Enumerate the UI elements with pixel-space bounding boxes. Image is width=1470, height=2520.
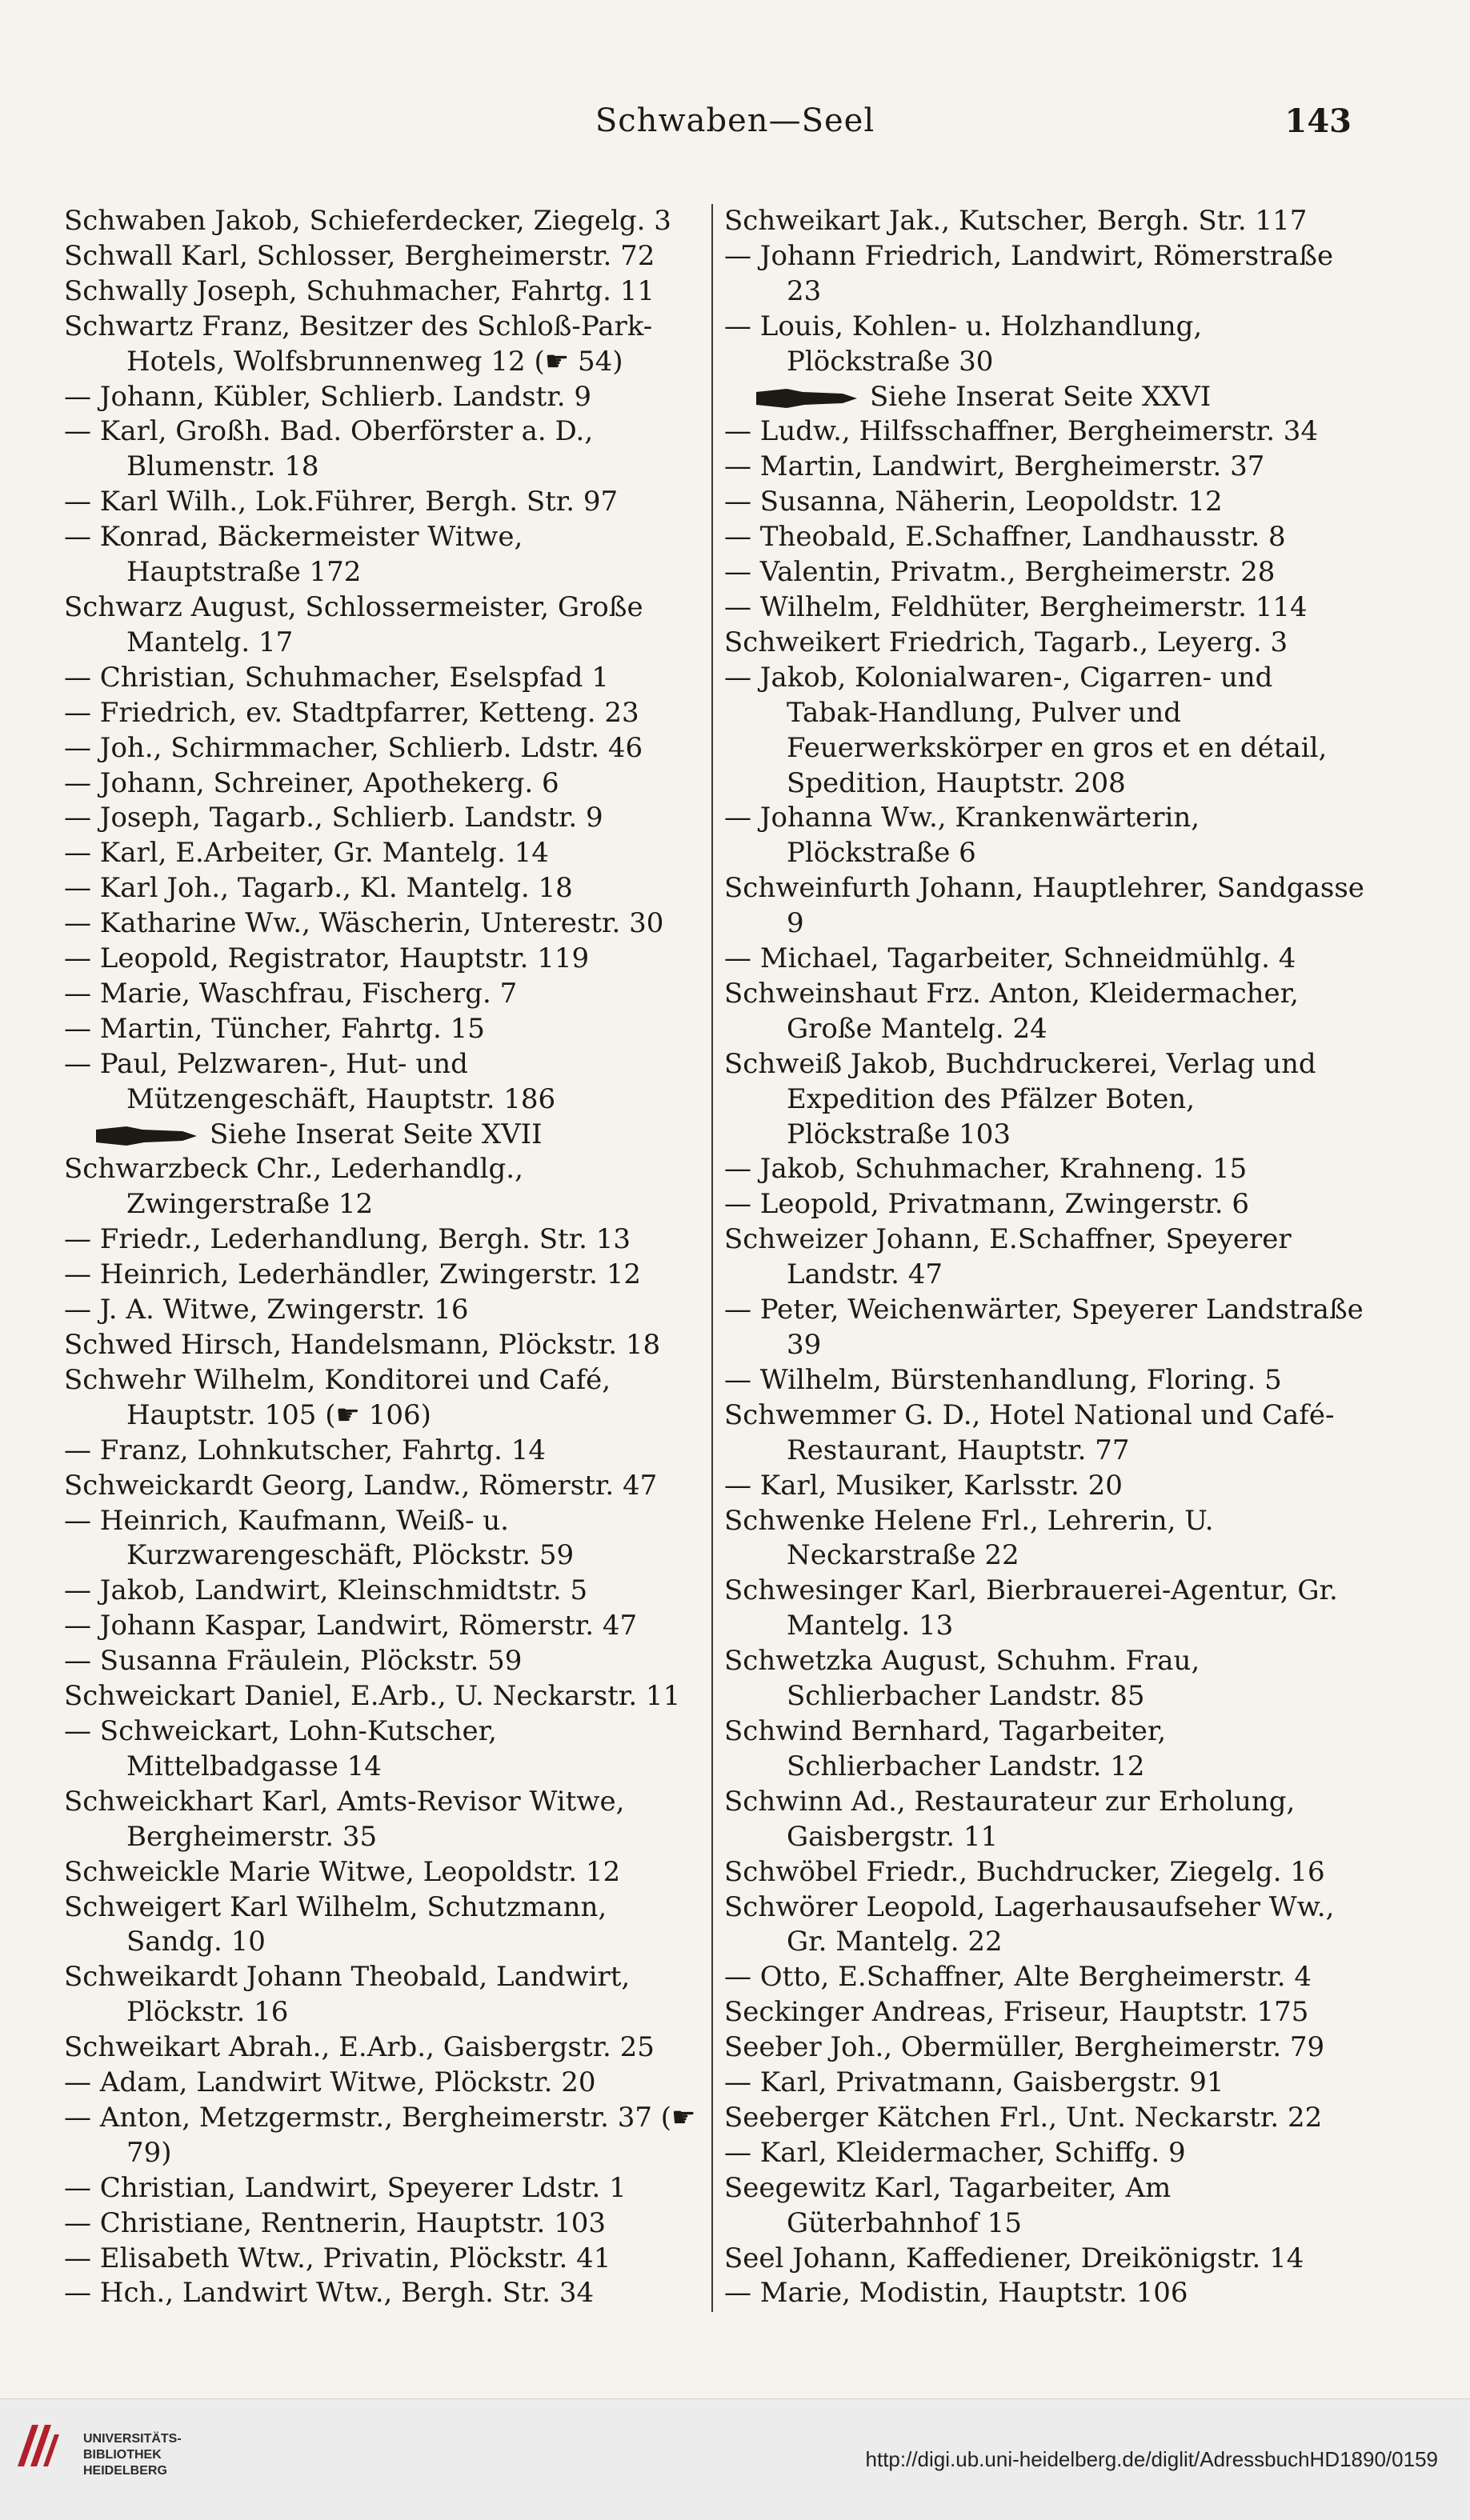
directory-entry: Schweinshaut Frz. Anton, Kleidermacher, Große Mantelg. 24 (724, 977, 1299, 1045)
directory-entry: — Karl Wilh., Lok.Führer, Bergh. Str. 97 (64, 486, 619, 518)
digitization-footer (0, 2398, 1470, 2520)
directory-entry: — Franz, Lohnkutscher, Fahrtg. 14 (64, 1434, 547, 1466)
directory-entry: — Johann Friedrich, Landwirt, Römerstraße 23 (724, 239, 1334, 307)
directory-entry: — J. A. Witwe, Zwingerstr. 16 (64, 1294, 469, 1326)
directory-entry: Schweigert Karl Wilhelm, Schutzmann, Sandg. 10 (64, 1890, 607, 1958)
directory-entry: Seeber Joh., Obermüller, Bergheimerstr. 79 (724, 2031, 1325, 2064)
library-name-line: UNIVERSITÄTS- (83, 2432, 182, 2446)
directory-entry: — Susanna, Näherin, Leopoldstr. 12 (724, 486, 1223, 518)
library-name (83, 2431, 291, 2479)
directory-entry: Schwörer Leopold, Lagerhausaufseher Ww., Gr. Mantelg. 22 (724, 1890, 1335, 1958)
directory-entry: — Katharine Ww., Wäscherin, Unterestr. 30 (64, 907, 664, 940)
directory-entry: Schwöbel Friedr., Buchdrucker, Ziegelg. 16 (724, 1855, 1325, 1888)
directory-entry: — Anton, Metzgermstr., Bergheimerstr. 37 (☛ 79) (64, 2101, 696, 2169)
directory-entry: Schweickhart Karl, Amts-Revisor Witwe, Bergheimerstr. 35 (64, 1785, 625, 1853)
directory-entry: — Marie, Modistin, Hauptstr. 106 (724, 2277, 1188, 2310)
directory-entry: — Susanna Fräulein, Plöckstr. 59 (64, 1645, 523, 1678)
directory-entry: — Theobald, E.Schaffner, Landhausstr. 8 (724, 521, 1286, 554)
column-divider (711, 204, 713, 2312)
directory-entry: Schweikardt Johann Theobald, Landwirt, Plöckstr. 16 (64, 1961, 631, 2029)
source-url[interactable]: http://digi.ub.uni-heidelberg.de/diglit/AdressbuchHD1890/0159 (865, 2447, 1438, 2471)
directory-entry: Schweickardt Georg, Landw., Römerstr. 47 (64, 1469, 658, 1502)
directory-entry: Schwetzka August, Schuhm. Frau, Schlierbacher Landstr. 85 (724, 1645, 1200, 1713)
directory-entry: — Johann, Kübler, Schlierb. Landstr. 9 (64, 380, 592, 413)
directory-entry: — Peter, Weichenwärter, Speyerer Landstraße 39 (724, 1294, 1364, 1361)
directory-entry: Schwinn Ad., Restaurateur zur Erholung, Gaisbergstr. 11 (724, 1785, 1296, 1853)
directory-entry: — Johanna Ww., Krankenwärterin, Plöckstraße 6 (724, 802, 1200, 870)
directory-entry: Schweickle Marie Witwe, Leopoldstr. 12 (64, 1855, 621, 1888)
running-head (0, 96, 1470, 160)
directory-entry: — Paul, Pelzwaren-, Hut- und Mützengeschäft, Hauptstr. 186 (64, 1047, 556, 1115)
directory-entry: — Leopold, Registrator, Hauptstr. 119 (64, 942, 590, 975)
directory-entry: Schwartz Franz, Besitzer des Schloß-Park-Hotels, Wolfsbrunnenweg 12 (☛ 54) (64, 310, 653, 378)
directory-entry: Schweizer Johann, E.Schaffner, Speyerer Landstr. 47 (724, 1223, 1292, 1291)
directory-entry: — Joh., Schirmmacher, Schlierb. Ldstr. 46 (64, 731, 643, 764)
directory-entry: — Johann, Schreiner, Apothekerg. 6 (64, 766, 559, 799)
directory-entry: Schwed Hirsch, Handelsmann, Plöckstr. 18 (64, 1329, 661, 1361)
directory-entry: Schwesinger Karl, Bierbrauerei-Agentur, Gr. Mantelg. 13 (724, 1574, 1338, 1642)
directory-entry: — Christian, Schuhmacher, Eselspfad 1 (64, 661, 609, 694)
directory-entry: Schwenke Helene Frl., Lehrerin, U. Neckarstraße 22 (724, 1504, 1214, 1572)
directory-entry: Schwemmer G. D., Hotel National und Café-Restaurant, Hauptstr. 77 (724, 1398, 1335, 1466)
directory-entry: — Martin, Landwirt, Bergheimerstr. 37 (724, 450, 1265, 483)
directory-entry: Schwarzbeck Chr., Lederhandlg., Zwingerstraße 12 (64, 1153, 523, 1221)
directory-entry: — Jakob, Landwirt, Kleinschmidtstr. 5 (64, 1574, 588, 1607)
directory-entry: — Marie, Waschfrau, Fischerg. 7 (64, 977, 518, 1010)
directory-entry: — Heinrich, Lederhändler, Zwingerstr. 12 (64, 1258, 641, 1291)
directory-entry: Schwehr Wilhelm, Konditorei und Café, Hauptstr. 105 (☛ 106) (64, 1363, 611, 1431)
directory-entry: Schwind Bernhard, Tagarbeiter, Schlierbacher Landstr. 12 (724, 1714, 1167, 1782)
directory-entry: Seel Johann, Kaffediener, Dreikönigstr. 14 (724, 2242, 1304, 2274)
advert-reference (64, 1118, 704, 1153)
directory-entry: — Johann Kaspar, Landwirt, Römerstr. 47 (64, 1610, 638, 1642)
directory-entry: — Louis, Kohlen- u. Holzhandlung, Plöckstraße 30 (724, 310, 1203, 378)
directory-entry: — Otto, E.Schaffner, Alte Bergheimerstr. 4 (724, 1961, 1312, 1994)
directory-entry: — Schweickart, Lohn-Kutscher, Mittelbadgasse 14 (64, 1714, 497, 1782)
library-name-line: HEIDELBERG (83, 2464, 167, 2478)
directory-entry: Schweikart Jak., Kutscher, Bergh. Str. 117 (724, 205, 1308, 237)
directory-entry: Schweikart Abrah., E.Arb., Gaisbergstr. 25 (64, 2031, 655, 2064)
directory-entry: — Karl, Kleidermacher, Schiffg. 9 (724, 2136, 1186, 2169)
left-column (64, 204, 704, 2312)
directory-entry: Schweinfurth Johann, Hauptlehrer, Sandgasse 9 (724, 872, 1364, 940)
directory-entry: Schwaben Jakob, Schieferdecker, Ziegelg. 3 (64, 205, 671, 237)
library-name-line: BIBLIOTHEK (83, 2448, 162, 2462)
directory-entry: — Christiane, Rentnerin, Hauptstr. 103 (64, 2206, 607, 2239)
directory-entry: — Friedrich, ev. Stadtpfarrer, Ketteng. 23 (64, 696, 639, 729)
advert-reference (724, 380, 1364, 415)
directory-entry: — Valentin, Privatm., Bergheimerstr. 28 (724, 556, 1276, 589)
directory-entry: — Jakob, Schuhmacher, Krahneng. 15 (724, 1153, 1248, 1186)
directory-entry: — Karl, E.Arbeiter, Gr. Mantelg. 14 (64, 837, 549, 870)
directory-entry: — Friedr., Lederhandlung, Bergh. Str. 13 (64, 1223, 631, 1256)
advert-reference-text: Siehe Inserat Seite XXVI (870, 380, 1212, 413)
directory-entry: Schwarz August, Schlossermeister, Große Mantelg. 17 (64, 590, 643, 658)
directory-entry: — Wilhelm, Feldhüter, Bergheimerstr. 114 (724, 590, 1308, 623)
directory-entry: — Martin, Tüncher, Fahrtg. 15 (64, 1012, 485, 1045)
advert-reference-text: Siehe Inserat Seite XVII (210, 1118, 543, 1150)
directory-entry: Schwally Joseph, Schuhmacher, Fahrtg. 11 (64, 274, 655, 307)
page-number: 143 (1284, 102, 1352, 140)
directory-entry: — Jakob, Kolonialwaren-, Cigarren- und Tabak-Handlung, Pulver und Feuerwerkskörper en gros et en détail, Spedition, Hauptstr. 208 (724, 661, 1328, 799)
right-column (724, 204, 1364, 2312)
directory-entry: — Karl, Musiker, Karlsstr. 20 (724, 1469, 1123, 1502)
pointing-hand-icon (755, 387, 859, 410)
page-title: Schwaben—Seel (595, 102, 875, 139)
directory-entry: — Leopold, Privatmann, Zwingerstr. 6 (724, 1188, 1250, 1221)
directory-entry: Schweiß Jakob, Buchdruckerei, Verlag und Expedition des Pfälzer Boten, Plöckstraße 103 (724, 1047, 1316, 1150)
directory-entry: — Karl Joh., Tagarb., Kl. Mantelg. 18 (64, 872, 573, 905)
library-logo-icon (14, 2422, 61, 2470)
directory-entry: — Ludw., Hilfsschaffner, Bergheimerstr. 34 (724, 415, 1319, 448)
directory-entry: Schweickart Daniel, E.Arb., U. Neckarstr. 11 (64, 1680, 681, 1713)
directory-entry: Seegewitz Karl, Tagarbeiter, Am Güterbahnhof 15 (724, 2171, 1172, 2239)
directory-entry: Schwall Karl, Schlosser, Bergheimerstr. 72 (64, 239, 655, 272)
directory-entry: — Michael, Tagarbeiter, Schneidmühlg. 4 (724, 942, 1296, 975)
directory-entry: Seckinger Andreas, Friseur, Hauptstr. 175 (724, 1996, 1309, 2029)
directory-entry: — Adam, Landwirt Witwe, Plöckstr. 20 (64, 2066, 596, 2099)
pointing-hand-icon (94, 1125, 198, 1147)
directory-entry: — Heinrich, Kaufmann, Weiß- u. Kurzwarengeschäft, Plöckstr. 59 (64, 1504, 575, 1572)
directory-entry: — Elisabeth Wtw., Privatin, Plöckstr. 41 (64, 2242, 611, 2274)
directory-entry: — Joseph, Tagarb., Schlierb. Landstr. 9 (64, 802, 603, 834)
directory-entry: — Karl, Privatmann, Gaisbergstr. 91 (724, 2066, 1224, 2099)
directory-entry: — Konrad, Bäckermeister Witwe, Hauptstraße 172 (64, 521, 523, 589)
directory-entry: — Karl, Großh. Bad. Oberförster a. D., Blumenstr. 18 (64, 415, 594, 483)
directory-entry: Schweikert Friedrich, Tagarb., Leyerg. 3 (724, 626, 1288, 658)
directory-entry: — Hch., Landwirt Wtw., Bergh. Str. 34 (64, 2277, 595, 2310)
directory-entry: — Wilhelm, Bürstenhandlung, Floring. 5 (724, 1363, 1282, 1396)
directory-entry: Seeberger Kätchen Frl., Unt. Neckarstr. 22 (724, 2101, 1323, 2134)
directory-entry: — Christian, Landwirt, Speyerer Ldstr. 1 (64, 2171, 627, 2204)
